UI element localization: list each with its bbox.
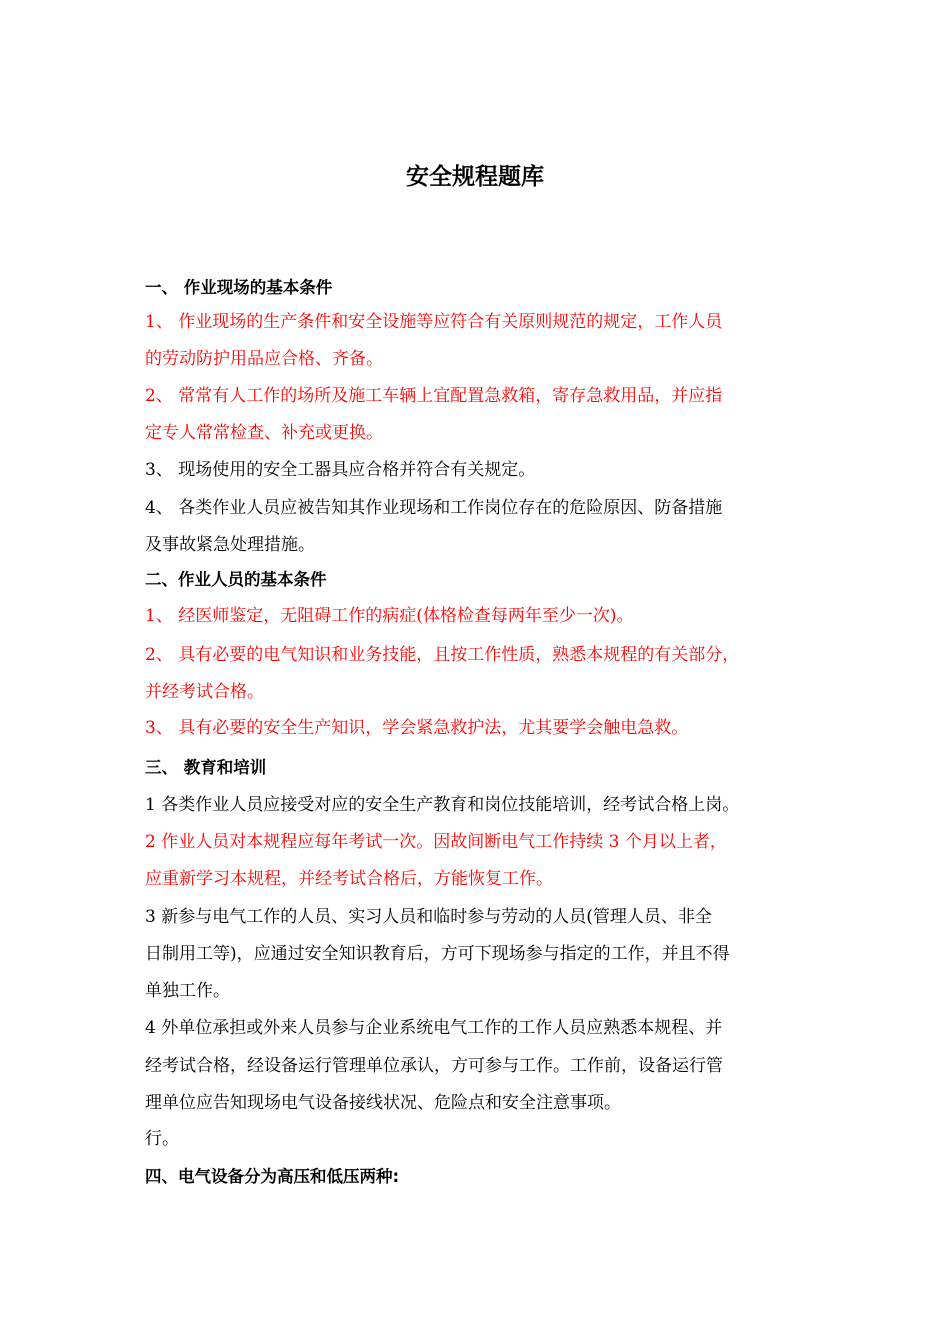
paragraph-line: 1、 经医师鉴定，无阻碍工作的病症(体格检查每两年至少一次)。 — [145, 606, 634, 626]
section-heading: 四、电气设备分为高压和低压两种: — [145, 1167, 400, 1186]
paragraph-line: 1、 作业现场的生产条件和安全设施等应符合有关原则规范的规定，工作人员 — [145, 312, 723, 332]
paragraph-line: 经考试合格，经设备运行管理单位承认，方可参与工作。工作前，设备运行管 — [145, 1056, 723, 1076]
paragraph-line: 行。 — [145, 1129, 179, 1149]
section-heading: 一、 作业现场的基本条件 — [145, 278, 333, 297]
paragraph-line: 理单位应告知现场电气设备接线状况、危险点和安全注意事项。 — [145, 1093, 621, 1113]
paragraph-line: 4、 各类作业人员应被告知其作业现场和工作岗位存在的危险原因、防备措施 — [145, 498, 723, 518]
paragraph-line: 的劳动防护用品应合格、齐备。 — [145, 349, 383, 369]
section-heading: 三、 教育和培训 — [145, 758, 267, 777]
paragraph-line: 定专人常常检查、补充或更换。 — [145, 423, 383, 443]
paragraph-line: 4 外单位承担或外来人员参与企业系统电气工作的工作人员应熟悉本规程、并 — [145, 1018, 723, 1038]
paragraph-line: 并经考试合格。 — [145, 682, 264, 702]
paragraph-line: 3、 具有必要的安全生产知识，学会紧急救护法，尤其要学会触电急救。 — [145, 718, 689, 738]
section-heading: 二、作业人员的基本条件 — [145, 570, 327, 589]
paragraph-line: 3、 现场使用的安全工器具应合格并符合有关规定。 — [145, 460, 536, 480]
page-title: 安全规程题库 — [406, 164, 544, 190]
paragraph-line: 3 新参与电气工作的人员、实习人员和临时参与劳动的人员(管理人员、非全 — [145, 907, 712, 927]
paragraph-line: 1 各类作业人员应接受对应的安全生产教育和岗位技能培训，经考试合格上岗。 — [145, 795, 740, 815]
paragraph-line: 2 作业人员对本规程应每年考试一次。因故间断电气工作持续 3 个月以上者， — [145, 832, 727, 852]
paragraph-line: 单独工作。 — [145, 981, 230, 1001]
paragraph-line: 应重新学习本规程，并经考试合格后，方能恢复工作。 — [145, 869, 553, 889]
paragraph-line: 及事故紧急处理措施。 — [145, 535, 315, 555]
paragraph-line: 日制用工等)，应通过安全知识教育后，方可下现场参与指定的工作，并且不得 — [145, 944, 730, 964]
paragraph-line: 2、 常常有人工作的场所及施工车辆上宜配置急救箱，寄存急救用品，并应指 — [145, 386, 723, 406]
paragraph-line: 2、 具有必要的电气知识和业务技能，且按工作性质，熟悉本规程的有关部分， — [145, 645, 740, 665]
